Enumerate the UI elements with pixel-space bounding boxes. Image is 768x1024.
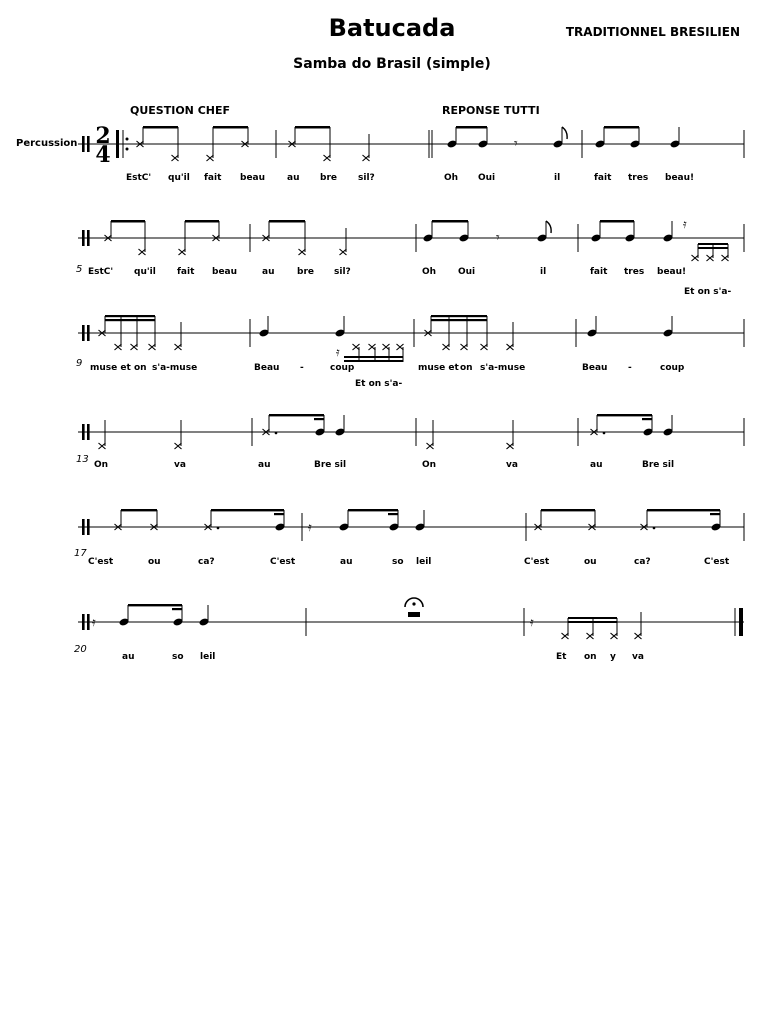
- lyric: Et on s'a-: [355, 379, 403, 389]
- measure-number: 9: [76, 358, 83, 369]
- lyric: fait: [590, 267, 608, 277]
- percussion-clef-icon: [82, 136, 85, 152]
- lyric: coup: [330, 363, 355, 373]
- lyric: so: [172, 652, 184, 662]
- lyric: beau!: [657, 267, 687, 277]
- whole-rest-icon: [408, 612, 420, 617]
- system-1: [16, 104, 744, 183]
- lyric: Et on s'a-: [684, 287, 732, 297]
- lyric: coup: [660, 363, 685, 373]
- lyric: EstC': [126, 173, 152, 183]
- time-sig-top: 2: [95, 123, 111, 149]
- svg-text:𝄾: 𝄾: [514, 136, 518, 152]
- measure-number: 20: [74, 644, 87, 655]
- lyric: beau!: [665, 173, 695, 183]
- score-subtitle: Samba do Brasil (simple): [293, 56, 491, 72]
- percussion-clef-icon: [82, 424, 85, 440]
- svg-text:𝄿: 𝄿: [683, 217, 687, 231]
- system-6: [74, 598, 744, 662]
- system-3: [76, 315, 744, 389]
- svg-text:𝄿: 𝄿: [336, 345, 340, 359]
- lyric: Oui: [478, 173, 496, 183]
- lyric: sil?: [334, 267, 351, 277]
- lyric: leil: [416, 557, 432, 567]
- lyric: ca?: [634, 557, 651, 567]
- lyric: s'a-muse: [480, 363, 526, 373]
- lyric: Bre sil: [642, 460, 675, 470]
- lyric: beau: [240, 173, 266, 183]
- lyric: leil: [200, 652, 216, 662]
- lyric: au: [262, 267, 275, 277]
- lyric: muse et: [418, 363, 459, 373]
- final-barline: [739, 608, 743, 636]
- lyric: on: [134, 363, 147, 373]
- lyric: On: [94, 460, 109, 470]
- lyric: tres: [628, 173, 649, 183]
- time-sig-bottom: 4: [95, 142, 111, 168]
- lyric: fait: [594, 173, 612, 183]
- lyric: C'est: [704, 557, 730, 567]
- lyric: au: [122, 652, 135, 662]
- lyric: bre: [320, 173, 337, 183]
- lyric: on: [584, 652, 597, 662]
- lyric: ca?: [198, 557, 215, 567]
- lyric: Beau: [582, 363, 608, 373]
- measure-number: 13: [76, 454, 89, 465]
- lyric: Oui: [458, 267, 476, 277]
- lyric: Bre sil: [314, 460, 347, 470]
- score-title: Batucada: [328, 14, 456, 42]
- system-5: [74, 509, 744, 567]
- lyric: au: [340, 557, 353, 567]
- instrument-name: Percussion: [16, 138, 78, 149]
- lyric: au: [258, 460, 271, 470]
- composer-credit: TRADITIONNEL BRESILIEN: [565, 25, 740, 39]
- system-4: [76, 414, 744, 470]
- lyric: va: [506, 460, 518, 470]
- lyric: On: [422, 460, 437, 470]
- lyric: on: [460, 363, 473, 373]
- repeat-start-icon: [116, 130, 119, 158]
- svg-text:𝄿: 𝄿: [530, 615, 534, 629]
- system-2: [76, 217, 744, 297]
- lyric: il: [540, 267, 547, 277]
- lyric: muse et: [90, 363, 131, 373]
- lyric: va: [174, 460, 186, 470]
- lyric: Et: [556, 652, 567, 662]
- lyric: au: [590, 460, 603, 470]
- percussion-clef-icon: [82, 519, 85, 535]
- lyric: tres: [624, 267, 645, 277]
- lyric: -: [300, 363, 304, 373]
- percussion-clef-icon: [82, 230, 85, 246]
- lyric: fait: [204, 173, 222, 183]
- measure-number: 5: [76, 264, 83, 275]
- lyric: Beau: [254, 363, 280, 373]
- section-label-response: REPONSE TUTTI: [442, 104, 540, 117]
- lyric: fait: [177, 267, 195, 277]
- lyric: s'a-muse: [152, 363, 198, 373]
- svg-text:𝄾: 𝄾: [496, 230, 500, 246]
- section-label-question: QUESTION CHEF: [130, 104, 231, 117]
- lyric: va: [632, 652, 644, 662]
- lyric: ou: [584, 557, 597, 567]
- lyric: EstC': [88, 267, 114, 277]
- lyric: qu'il: [134, 267, 156, 277]
- lyric: il: [554, 173, 561, 183]
- lyric: so: [392, 557, 404, 567]
- svg-text:𝄿: 𝄿: [308, 520, 312, 534]
- lyric: C'est: [88, 557, 114, 567]
- percussion-clef-icon: [82, 614, 85, 630]
- lyric: -: [628, 363, 632, 373]
- lyric: qu'il: [168, 173, 190, 183]
- lyric: bre: [297, 267, 314, 277]
- lyric: sil?: [358, 173, 375, 183]
- lyric: C'est: [524, 557, 550, 567]
- lyric: beau: [212, 267, 238, 277]
- lyric: Oh: [422, 267, 437, 277]
- lyric: ou: [148, 557, 161, 567]
- measure-number: 17: [74, 548, 87, 559]
- svg-text:𝄿: 𝄿: [92, 615, 96, 629]
- lyric: Oh: [444, 173, 459, 183]
- lyric: y: [610, 652, 616, 662]
- lyric: au: [287, 173, 300, 183]
- lyric: C'est: [270, 557, 296, 567]
- percussion-clef-icon: [82, 325, 85, 341]
